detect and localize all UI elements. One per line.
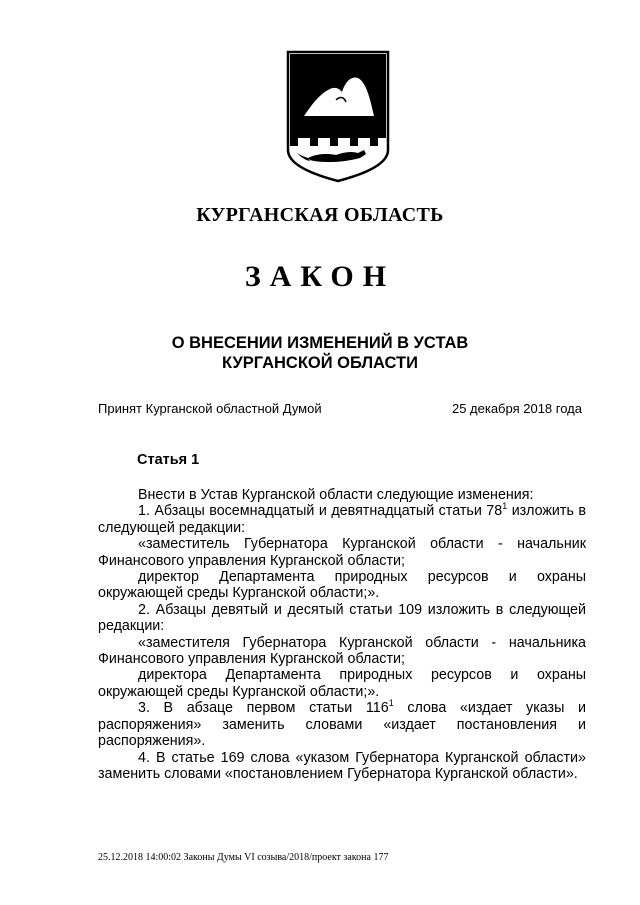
coat-of-arms-icon: [286, 50, 390, 183]
amendment-item-1: 1. Абзацы восемнадцатый и девятнадцатый статьи $78^1$ изложить в следующей редакции:: [98, 501, 586, 536]
amendment-item-4: 4. В статье 169 слова «указом Губернатора Курганской области» заменить словами «постановлением Губернатора Курганской области».: [98, 749, 586, 782]
document-type-heading: ЗАКОН: [244, 260, 396, 293]
subject-line-1: О ВНЕСЕНИИ ИЗМЕНЕНИЙ В УСТАВ: [171, 334, 469, 352]
document-footer: 25.12.2018 14:00:02 Законы Думы VI созыва/2018/проект закона 177: [98, 852, 389, 863]
amendment-item-2-quote-2: директора Департамента природных ресурсов и охраны окружающей среды Курганской области;».: [98, 667, 586, 700]
law-subject-title: [0, 333, 640, 373]
article-title: Статья 1: [137, 452, 200, 468]
subject-line-2: КУРГАНСКОЙ ОБЛАСТИ: [222, 354, 418, 372]
article-body: [98, 487, 586, 782]
adopted-by: Принят Курганской областной Думой: [98, 401, 322, 416]
amendment-item-2: 2. Абзацы девятый и десятый статьи 109 изложить в следующей редакции:: [98, 601, 586, 635]
region-heading: КУРГАНСКАЯ ОБЛАСТЬ: [196, 204, 444, 226]
article-intro: Внести в Устав Курганской области следующие изменения:: [138, 487, 534, 503]
adoption-date: 25 декабря 2018 года: [451, 401, 582, 416]
amendment-item-2-quote-1: «заместителя Губернатора Курганской области - начальника Финансового управления Курганской области;: [98, 634, 586, 668]
amendment-item-1-quote-1: «заместитель Губернатора Курганской области - начальник Финансового управления Курганской области;: [98, 536, 586, 569]
amendment-item-1-quote-2: директор Департамента природных ресурсов и охраны окружающей среды Курганской области;».: [98, 569, 586, 602]
amendment-item-3: 3. В абзаце первом статьи $116^1$ слова «издает указы и распоряжения» заменить словами «издает постановления и распоряжения».: [98, 698, 586, 750]
